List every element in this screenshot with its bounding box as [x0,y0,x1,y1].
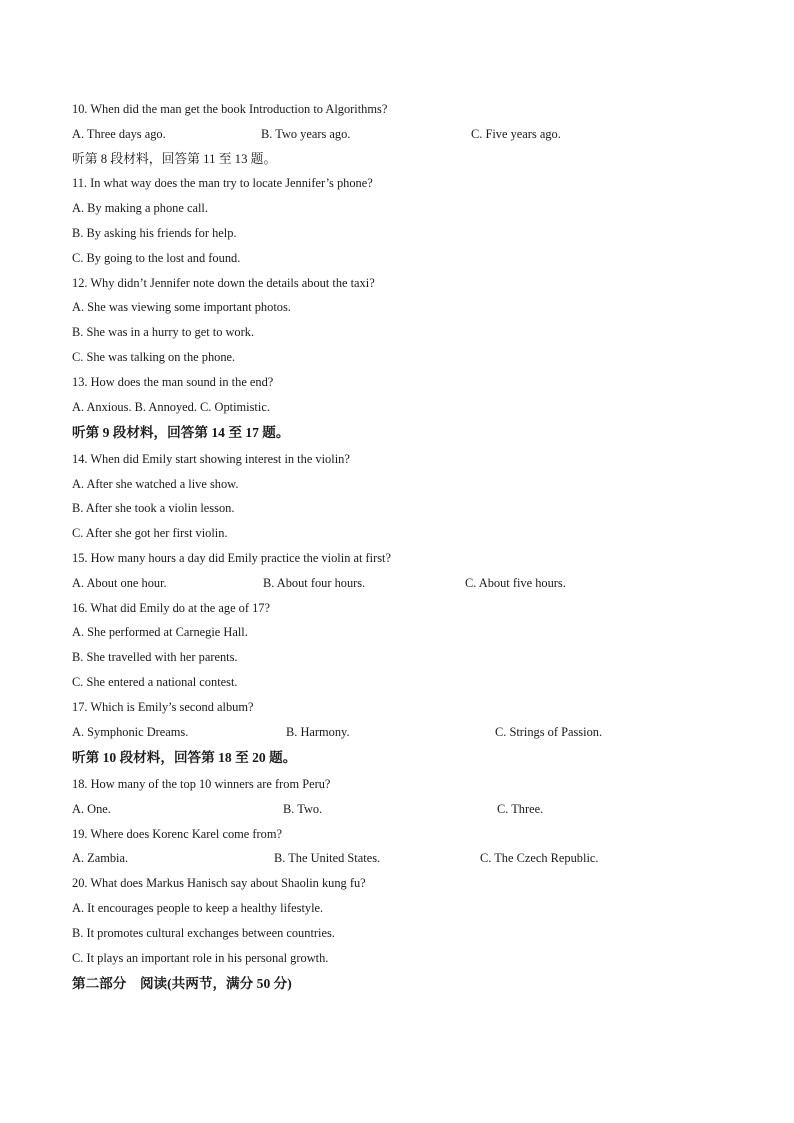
option-c: C. Five years ago. [471,126,561,141]
question-13-options: A. Anxious. B. Annoyed. C. Optimistic. [72,399,270,414]
option-c: C. Three. [497,801,544,816]
option-c: C. The Czech Republic. [480,851,599,866]
question-17-options [72,720,732,745]
question-11: 11. In what way does the man try to locate Jennifer’s phone? [72,176,373,191]
option-b: B. She was in a hurry to get to work. [72,325,255,340]
option-c: C. She entered a national contest. [72,675,238,690]
question-18-options [72,797,732,822]
option-b: B. Two. [283,801,323,816]
question-18: 18. How many of the top 10 winners are from Peru? [72,776,331,791]
question-14: 14. When did Emily start showing interest in the violin? [72,451,350,466]
option-a: A. Zambia. [72,851,129,866]
option-a: A. After she watched a live show. [72,476,239,491]
question-12: 12. Why didn’t Jennifer note down the details about the taxi? [72,275,375,290]
option-c: C. After she got her first violin. [72,526,228,541]
section-heading-10: 听第 10 段材料，回答第 18 至 20 题。 [72,750,297,766]
question-15: 15. How many hours a day did Emily practice the violin at first? [72,551,391,566]
option-b: B. By asking his friends for help. [72,225,237,240]
question-15-options [72,571,732,596]
option-c: C. She was talking on the phone. [72,349,236,364]
question-19-options [72,846,732,871]
option-c: C. About five hours. [465,575,566,590]
option-a: A. She was viewing some important photos. [72,300,291,315]
option-c: C. By going to the lost and found. [72,250,241,265]
question-10: 10. When did the man get the book Introduction to Algorithms? [72,102,388,116]
question-17: 17. Which is Emily’s second album? [72,699,254,714]
option-a: A. By making a phone call. [72,201,208,216]
option-a: A. One. [72,801,111,816]
document-page [72,97,732,998]
option-b: B. The United States. [274,851,381,866]
section-heading-9: 听第 9 段材料，回答第 14 至 17 题。 [72,425,290,441]
question-13: 13. How does the man sound in the end? [72,374,274,389]
option-b: B. She travelled with her parents. [72,650,238,665]
question-19: 19. Where does Korenc Karel come from? [72,826,282,841]
option-b: B. Two years ago. [261,126,351,141]
option-b: B. Harmony. [286,724,350,739]
option-a: A. Symphonic Dreams. [72,724,189,739]
option-a: A. It encourages people to keep a healthy lifestyle. [72,900,324,915]
option-a: A. About one hour. [72,575,167,590]
question-20: 20. What does Markus Hanisch say about Shaolin kung fu? [72,876,366,891]
option-b: B. After she took a violin lesson. [72,501,235,516]
option-b: B. It promotes cultural exchanges between countries. [72,925,335,940]
question-16: 16. What did Emily do at the age of 17? [72,600,270,615]
option-c: C. It plays an important role in his personal growth. [72,950,329,965]
section-heading-8: 听第 8 段材料，回答第 11 至 13 题。 [72,151,277,166]
question-10-options [72,122,732,147]
option-a: A. She performed at Carnegie Hall. [72,625,248,640]
option-b: B. About four hours. [263,575,366,590]
part-two-heading: 第二部分 阅读(共两节，满分 50 分) [72,976,292,992]
option-a: A. Three days ago. [72,126,166,141]
option-c: C. Strings of Passion. [495,724,603,739]
